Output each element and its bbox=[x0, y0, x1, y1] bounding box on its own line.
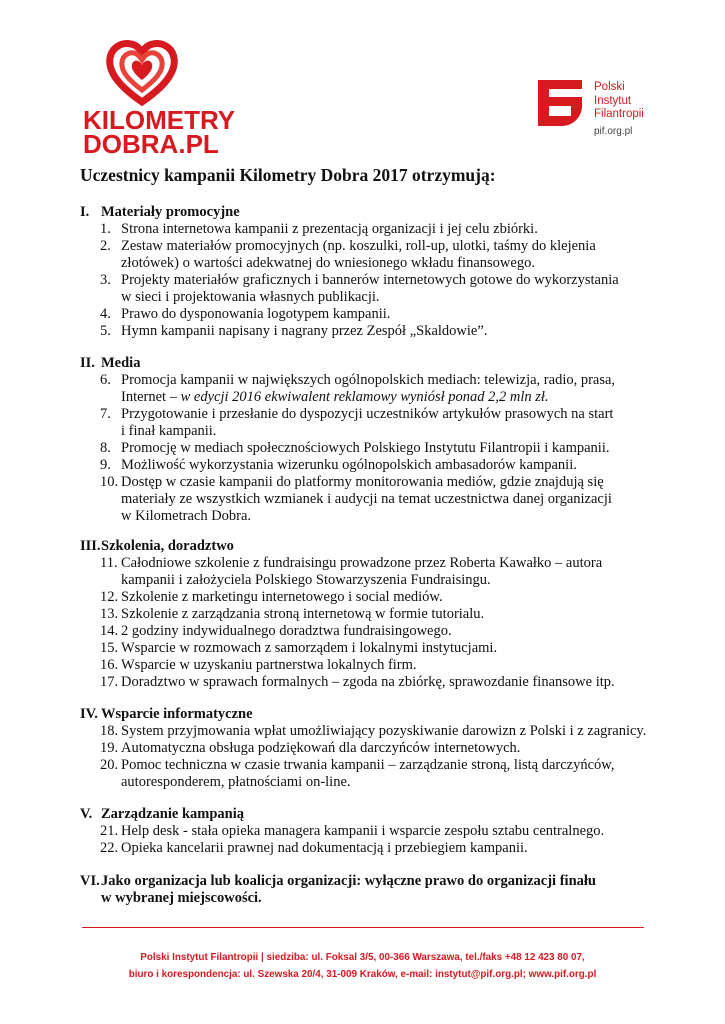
section-heading-6-cont: w wybranej miejscowości. bbox=[101, 890, 262, 906]
heart-logo-icon bbox=[106, 40, 178, 106]
pif-mark-icon bbox=[538, 80, 582, 126]
list-item: 1. Strona internetowa kampanii z prezentacją organizacji i jej celu zbiórki. bbox=[100, 221, 538, 237]
kilometry-dobra-logo bbox=[83, 40, 236, 159]
pif-url: pif.org.pl bbox=[594, 126, 633, 137]
logo-wordmark bbox=[83, 105, 236, 159]
section-heading-1: I. Materiały promocyjne bbox=[80, 204, 240, 220]
list-item: 19. Automatyczna obsługa podziękowań dla darczyńców internetowych. bbox=[100, 740, 521, 756]
list-item: 9. Możliwość wykorzystania wizerunku ogólnopolskich ambasadorów kampanii. bbox=[100, 457, 577, 473]
list-item: 3. Projekty materiałów graficznych i bannerów internetowych gotowe do wykorzystania w sieci i projektowania własnych publikacji. bbox=[100, 272, 619, 305]
list-item: 21. Help desk - stała opieka managera kampanii i wsparcie zespołu sztabu centralnego. bbox=[100, 823, 605, 839]
footer-line2: biuro i korespondencja: ul. Szewska 20/4, 31-009 Kraków, e-mail: instytut@pif.org.pl; www.pif.org.pl bbox=[128, 969, 597, 980]
pif-name-line1: Polski bbox=[594, 81, 625, 93]
list-item: 13. Szkolenie z zarządzania stroną internetową w formie tutorialu. bbox=[100, 606, 485, 622]
section-heading-4: IV. Wsparcie informatyczne bbox=[80, 706, 253, 722]
list-item: 14. 2 godziny indywidualnego doradztwa fundraisingowego. bbox=[100, 623, 452, 639]
page-title: Uczestnicy kampanii Kilometry Dobra 2017 otrzymują: bbox=[80, 165, 496, 185]
pif-name-line3: Filantropii bbox=[594, 108, 644, 120]
footer-divider bbox=[82, 927, 644, 928]
list-item: 4. Prawo do dysponowania logotypem kampanii. bbox=[100, 306, 391, 322]
section-heading-3: III.Szkolenia, doradztwo bbox=[80, 538, 234, 554]
pif-name-line2: Instytut bbox=[594, 94, 632, 107]
section-heading-6: VI.Jako organizacja lub koalicja organizacji: wyłączne prawo do organizacji finału bbox=[80, 873, 596, 889]
list-item: 18. System przyjmowania wpłat umożliwiający pozyskiwanie darowizn z Polski i z zagranicy. bbox=[100, 723, 647, 739]
logo-line2: DOBRA bbox=[83, 129, 179, 159]
list-item: 7. Przygotowanie i przesłanie do dyspozycji uczestników artykułów prasowych na start i finał kampanii. bbox=[100, 406, 614, 439]
list-item: 16. Wsparcie w uzyskaniu partnerstwa lokalnych firm. bbox=[100, 657, 417, 673]
list-item: 5. Hymn kampanii napisany i nagrany przez Zespół „Skaldowie”. bbox=[100, 323, 488, 339]
logo-line2-suffix: .PL bbox=[178, 129, 219, 159]
list-item: 10. Dostęp w czasie kampanii do platformy monitorowania mediów, gdzie znajdują się materiały ze wszystkich wzmianek i audycji na temat uczestnictwa danej organizacji w Kilometrach Dobra. bbox=[100, 474, 612, 524]
list-item: 6. Promocja kampanii w największych ogólnopolskich mediach: telewizja, radio, prasa, Internet – w edycji 2016 ekwiwalent reklamowy wyniósł ponad 2,2 mln zł. bbox=[100, 372, 616, 405]
section-heading-5: V. Zarządzanie kampanią bbox=[80, 806, 244, 822]
list-item: 17. Doradztwo w sprawach formalnych – zgoda na zbiórkę, sprawozdanie finansowe itp. bbox=[100, 674, 615, 690]
list-item: 22. Opieka kancelarii prawnej nad dokumentacją i przebiegiem kampanii. bbox=[100, 840, 528, 856]
logo-line1: KILOMETRY bbox=[83, 105, 236, 135]
list-item: 2. Zestaw materiałów promocyjnych (np. koszulki, roll-up, ulotki, taśmy do klejenia złotówek) o wartości adekwatnej do wniesionego wkładu finansowego. bbox=[100, 238, 596, 271]
list-item: 20. Pomoc techniczna w czasie trwania kampanii – zarządzanie stroną, listą darczyńców, autoresponderem, płatnościami on-line. bbox=[100, 757, 615, 790]
footer bbox=[50, 949, 675, 983]
pif-name bbox=[594, 81, 644, 122]
footer-line1: Polski Instytut Filantropii | siedziba: ul. Foksal 3/5, 00-366 Warszawa, tel./faks +48 12 423 80 07, bbox=[140, 952, 585, 963]
pif-logo bbox=[538, 80, 678, 140]
list-item: 15. Wsparcie w rozmowach z samorządem i lokalnymi instytucjami. bbox=[100, 640, 498, 656]
list-item: 11. Całodniowe szkolenie z fundraisingu prowadzone przez Roberta Kawałko – autora kampanii i założyciela Polskiego Stowarzyszenia Fundraisingu. bbox=[100, 555, 603, 588]
list-item: 8. Promocję w mediach społecznościowych Polskiego Instytutu Filantropii i kampanii. bbox=[100, 440, 610, 456]
list-item: 12. Szkolenie z marketingu internetowego i social mediów. bbox=[100, 589, 443, 605]
section-heading-2: II. Media bbox=[80, 355, 141, 371]
